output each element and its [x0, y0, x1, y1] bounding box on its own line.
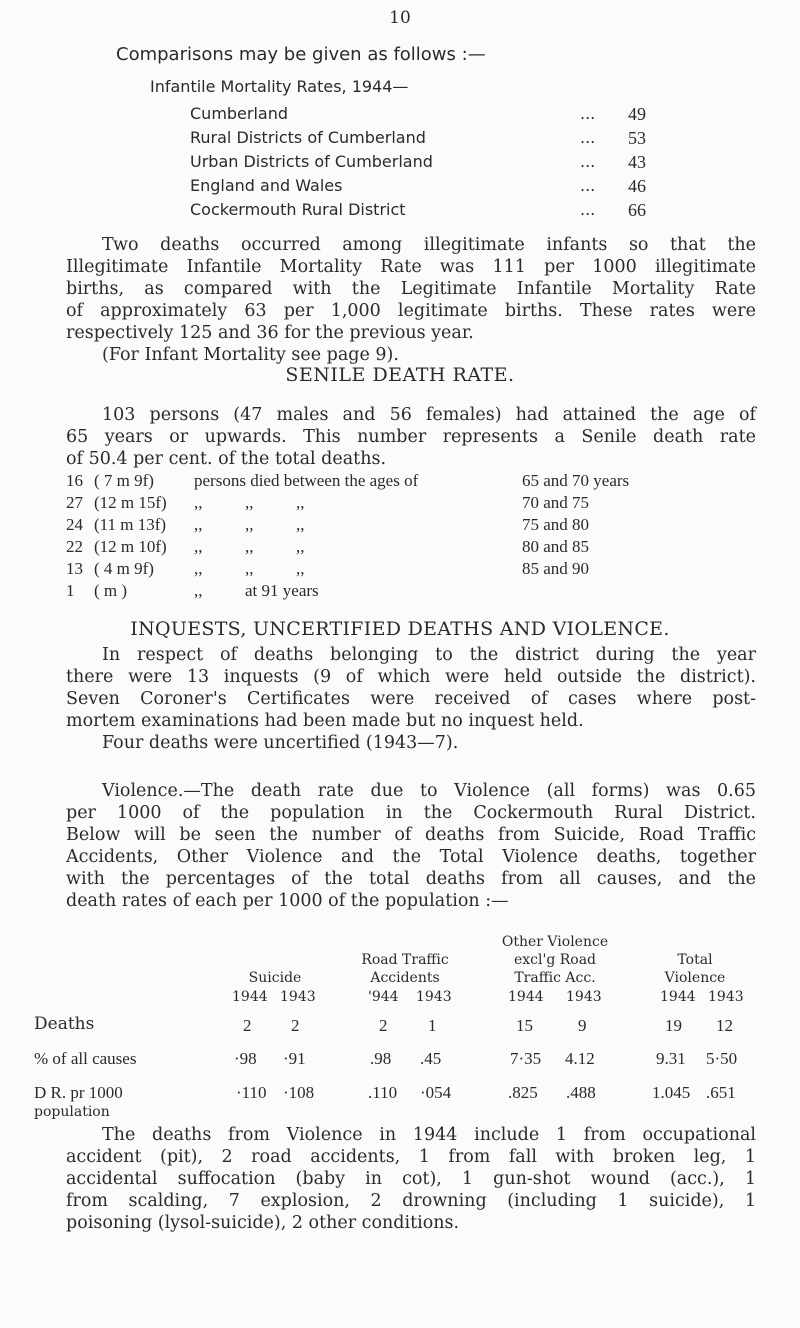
paragraph-line: Two deaths occurred among illegitimate infants so that the — [102, 235, 756, 255]
illegitimate-paragraph — [66, 234, 756, 366]
table-cell: 5·50 — [706, 1049, 738, 1068]
infant-mortality-title: Infantile Mortality Rates, 1944— — [150, 77, 409, 96]
table-cell: 1 — [428, 1016, 437, 1035]
table-cell: .825 — [508, 1083, 538, 1102]
age-count: 24 — [66, 515, 83, 534]
age-range: 75 and 80 — [522, 515, 590, 534]
paragraph-line: accident (pit), 2 road accidents, 1 from fall with broken leg, 1 — [66, 1147, 756, 1167]
paragraph-line: births, as compared with the Legitimate Infantile Mortality Rate — [66, 279, 756, 299]
age-text: persons died between the ages of — [194, 471, 419, 490]
paragraph-line: poisoning (lysol-suicide), 2 other conditions. — [66, 1213, 460, 1233]
column-group-other-violence — [480, 933, 630, 987]
paragraph-line: accidental suffocation (baby in cot), 1 gun-shot wound (acc.), 1 — [66, 1169, 756, 1189]
table-cell: ·108 — [283, 1083, 315, 1102]
table-cell: .110 — [368, 1083, 398, 1102]
year-header: '944 — [368, 989, 399, 1005]
age-sex-split: ( m ) — [94, 581, 128, 600]
table-row — [66, 492, 756, 514]
group-title-line: Total — [677, 952, 713, 968]
age-text: ,, ,, ,, — [194, 559, 305, 578]
paragraph-line: The deaths from Violence in 1944 include 1 from occupational — [102, 1125, 756, 1145]
paragraph-line: of approximately 63 per 1,000 legitimate births. These rates were — [66, 301, 756, 321]
age-count: 16 — [66, 471, 83, 490]
rate-area-label: Cockermouth Rural District — [190, 200, 406, 219]
leader-dots: ... — [580, 176, 596, 195]
age-text: ,, ,, ,, — [194, 537, 305, 556]
age-range: 65 and 70 years — [522, 471, 630, 490]
table-cell: 2 — [291, 1016, 300, 1035]
paragraph-line: 65 years or upwards. This number represents a Senile death rate — [66, 427, 756, 447]
age-count: 27 — [66, 493, 83, 512]
group-title-line: excl'g Road — [513, 952, 597, 968]
group-title-line: Violence — [664, 970, 726, 986]
paragraph-line: 103 persons (47 males and 56 females) had attained the age of — [102, 405, 756, 425]
age-sex-split: (12 m 10f) — [94, 537, 167, 556]
table-cell: .45 — [420, 1049, 442, 1068]
year-header: 1943 — [708, 989, 744, 1005]
paragraph-line: death rates of each per 1000 of the population :— — [66, 891, 509, 911]
list-item — [190, 150, 680, 174]
table-cell: ·110 — [236, 1083, 267, 1102]
table-cell: 4.12 — [565, 1049, 595, 1068]
rate-value: 66 — [628, 200, 646, 220]
group-title-line: Other Violence — [501, 934, 609, 950]
senile-paragraph — [66, 404, 756, 470]
age-text: ,, ,, ,, — [194, 515, 305, 534]
paragraph-line: Accidents, Other Violence and the Total Violence deaths, together — [66, 847, 756, 867]
age-text: ,, ,, ,, — [194, 493, 305, 512]
table-cell: 7·35 — [510, 1049, 542, 1068]
table-cell: ·91 — [283, 1049, 306, 1068]
age-range: 70 and 75 — [522, 493, 590, 512]
age-sex-split: ( 7 m 9f) — [94, 471, 154, 490]
group-title-line — [200, 933, 350, 951]
table-cell: 12 — [716, 1016, 733, 1035]
age-text: ,, at 91 years — [194, 581, 319, 600]
column-group-total-violence — [620, 933, 770, 987]
age-range: 85 and 90 — [522, 559, 590, 578]
paragraph-line: Below will be seen the number of deaths from Suicide, Road Traffic — [66, 825, 756, 845]
row-label: % of all causes — [34, 1049, 137, 1068]
table-cell: ·054 — [420, 1083, 452, 1102]
column-group-road-traffic — [345, 933, 465, 987]
table-cell: 9.31 — [656, 1049, 686, 1068]
table-cell: 1.045 — [652, 1083, 691, 1102]
table-cell: 15 — [516, 1016, 533, 1035]
age-count: 22 — [66, 537, 83, 556]
list-item — [190, 102, 680, 126]
rate-area-label: England and Wales — [190, 176, 343, 195]
group-title-line: Road Traffic — [361, 952, 449, 968]
leader-dots: ... — [580, 152, 596, 171]
paragraph-line: with the percentages of the total deaths from all causes, and the — [66, 869, 756, 889]
table-cell: .651 — [706, 1083, 736, 1102]
leader-dots: ... — [580, 200, 596, 219]
intro-line: Comparisons may be given as follows :— — [116, 44, 486, 65]
paragraph-line: Seven Coroner's Certificates were received of cases where post- — [66, 689, 756, 709]
list-item — [190, 198, 680, 222]
table-cell: 2 — [379, 1016, 388, 1035]
age-sex-split: (12 m 15f) — [94, 493, 167, 512]
paragraph-line: Illegitimate Infantile Mortality Rate was 111 per 1000 illegitimate — [66, 257, 756, 277]
senile-heading: SENILE DEATH RATE. — [285, 364, 515, 386]
table-row — [66, 470, 756, 492]
page-number: 10 — [389, 8, 411, 28]
year-header: 1943 — [566, 989, 602, 1005]
row-label: Deaths — [34, 1014, 95, 1034]
table-cell: ·98 — [234, 1049, 257, 1068]
paragraph-line: In respect of deaths belonging to the district during the year — [102, 645, 756, 665]
table-row — [66, 514, 756, 536]
age-sex-split: (11 m 13f) — [94, 515, 167, 534]
paragraph-line: Violence.—The death rate due to Violence (all forms) was 0.65 — [102, 781, 756, 801]
row-label: D R. pr 1000 — [34, 1083, 123, 1102]
paragraph-line: from scalding, 7 explosion, 2 drowning (including 1 suicide), 1 — [66, 1191, 756, 1211]
group-title-line — [620, 933, 770, 951]
age-sex-split: ( 4 m 9f) — [94, 559, 154, 578]
table-row — [66, 536, 756, 558]
rate-value: 53 — [628, 128, 646, 148]
row-label-suffix: population — [34, 1104, 110, 1120]
year-header: 1943 — [280, 989, 316, 1005]
paragraph-note: (For Infant Mortality see page 9). — [102, 345, 399, 365]
column-group-suicide — [200, 933, 350, 987]
group-title-line: Accidents — [370, 970, 440, 986]
inquests-heading: INQUESTS, UNCERTIFIED DEATHS AND VIOLENCE. — [130, 618, 670, 640]
inquests-paragraph — [66, 644, 756, 754]
rate-value: 49 — [628, 104, 646, 124]
list-item — [190, 126, 680, 150]
age-count: 13 — [66, 559, 83, 578]
group-title-line — [345, 933, 465, 951]
paragraph-line: of 50.4 per cent. of the total deaths. — [66, 449, 387, 469]
group-title-line — [200, 951, 350, 969]
table-cell: 9 — [578, 1016, 587, 1035]
rate-area-label: Cumberland — [190, 104, 289, 123]
rate-area-label: Urban Districts of Cumberland — [190, 152, 433, 171]
year-header: 1943 — [416, 989, 452, 1005]
year-header: 1944 — [508, 989, 544, 1005]
table-cell: 19 — [665, 1016, 682, 1035]
group-title-line: Traffic Acc. — [514, 970, 596, 986]
rate-value: 43 — [628, 152, 646, 172]
table-cell: 2 — [243, 1016, 252, 1035]
violence-paragraph — [66, 780, 756, 912]
leader-dots: ... — [580, 104, 596, 123]
table-cell: .488 — [566, 1083, 596, 1102]
list-item — [190, 174, 680, 198]
closing-paragraph — [66, 1124, 756, 1234]
table-row — [66, 580, 756, 602]
paragraph-line: respectively 125 and 36 for the previous year. — [66, 323, 474, 343]
leader-dots: ... — [580, 128, 596, 147]
age-count: 1 — [66, 581, 75, 600]
table-row — [66, 558, 756, 580]
paragraph-line: mortem examinations had been made but no inquest held. — [66, 711, 584, 731]
group-title-line: Suicide — [248, 970, 302, 986]
year-header: 1944 — [660, 989, 696, 1005]
paragraph-line: there were 13 inquests (9 of which were held outside the district). — [66, 667, 756, 687]
paragraph-line: per 1000 of the population in the Cockermouth Rural District. — [66, 803, 756, 823]
rate-value: 46 — [628, 176, 646, 196]
age-range: 80 and 85 — [522, 537, 590, 556]
year-header: 1944 — [232, 989, 268, 1005]
rate-area-label: Rural Districts of Cumberland — [190, 128, 426, 147]
table-cell: .98 — [370, 1049, 392, 1068]
paragraph-line: Four deaths were uncertified (1943—7). — [102, 733, 459, 753]
